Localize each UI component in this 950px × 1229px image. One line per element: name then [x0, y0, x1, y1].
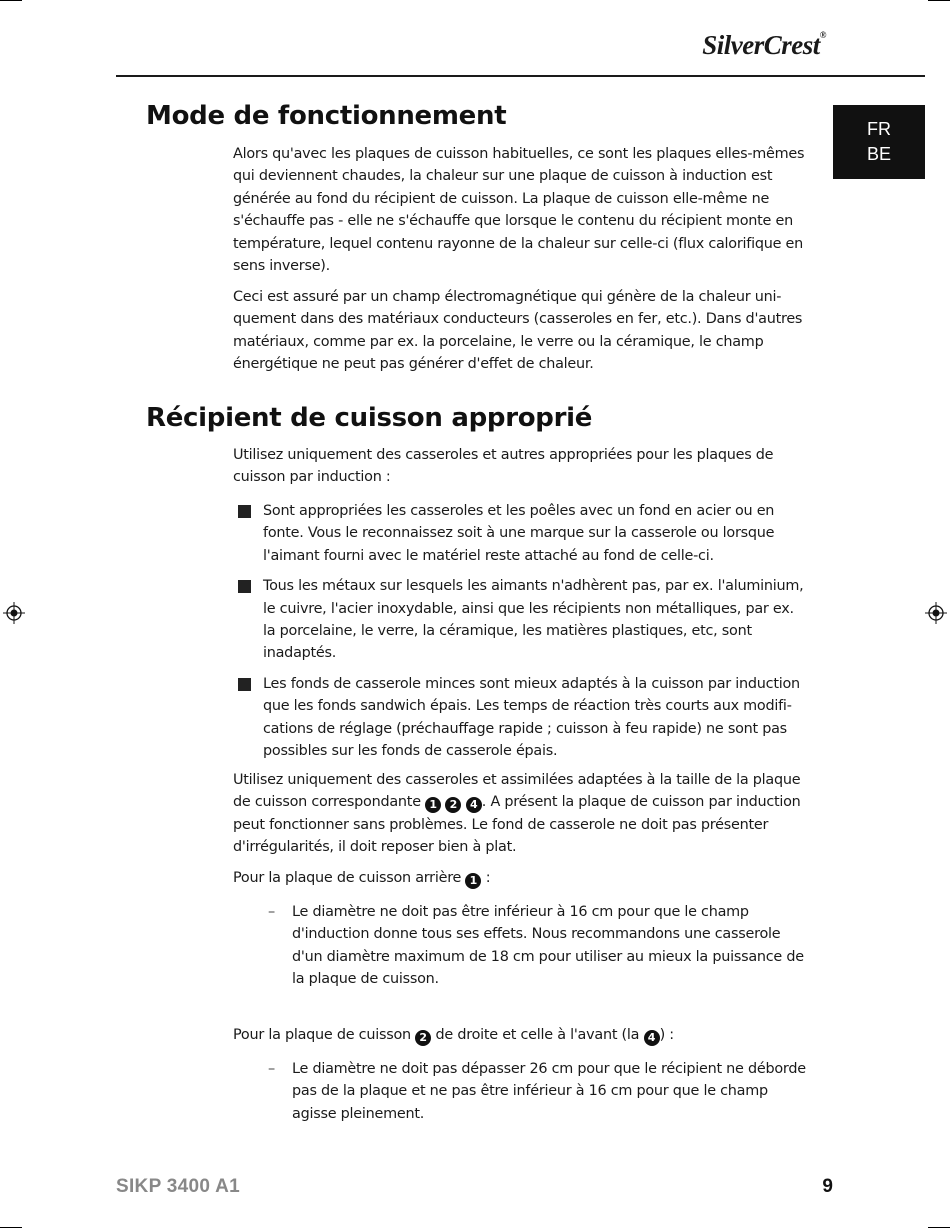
footer-model-number: SIKP 3400 A1 [116, 1176, 241, 1197]
cookware-intro: Utilisez uniquement des casseroles et autres appropriées pour les plaques de cuisson par induction : [233, 447, 774, 486]
rear-plate-item [268, 901, 808, 991]
size-paragraph: Utilisez uniquement des casseroles et assimilées adaptées à la taille de la plaque de cuisson correspondante 1 2 4 . A présent la plaque de cuisson par induction peut fonctionner sans problèmes. Le fond de casserole ne doit pas présenter d'irrégularités, il doit reposer bien à plat. [233, 772, 801, 856]
bullet-item: Sont appropriées les casseroles et les poêles avec un fond en acier ou en fonte. Vous le reconnaissez soit à une marque sur la casserole ou lorsque l'aimant fourni avec le matériel reste attaché au fond de celle-ci. [238, 500, 808, 567]
number-marker-4: 4 [644, 1030, 660, 1046]
crop-mark [0, 1227, 22, 1228]
number-marker-2: 2 [415, 1030, 431, 1046]
rear-plate-label: Pour la plaque de cuisson arrière 1 : [233, 870, 491, 887]
bullet-item: Les fonds de casserole minces sont mieux adaptés à la cuisson par induction que les fonds sandwich épais. Les temps de réaction très courts aux modifications de réglage (préchauffage rapide ; cuisson à feu rapide) ne sont pas possibles sur les fonds de casserole épais. [238, 673, 808, 763]
crop-mark [928, 0, 950, 1]
right-front-plate-label: Pour la plaque de cuisson 2 de droite et celle à l'avant (la 4 ) : [233, 1027, 674, 1044]
dash-bullet: – [268, 904, 276, 920]
number-marker-4: 4 [466, 797, 482, 813]
crop-mark [0, 0, 22, 1]
registration-mark-icon [3, 602, 25, 624]
number-marker-2: 2 [445, 797, 461, 813]
header-rule [116, 75, 925, 77]
number-marker-1: 1 [425, 797, 441, 813]
page-number: 9 [822, 1176, 833, 1197]
country-code: BE [866, 144, 891, 164]
crop-mark [928, 1227, 950, 1228]
operation-paragraph: Ceci est assuré par un champ électromagnétique qui génère de la chaleur uniquement dans des matériaux conducteurs (casseroles en fer, etc.). Dans d'autres matériaux, comme par ex. la porcelaine, le verre ou la céramique, le champ énergétique ne peut pas générer d'effet de chaleur. [233, 289, 803, 373]
bullet-item: Tous les métaux sur lesquels les aimants n'adhèrent pas, par ex. l'aluminium, le cuivre, l'acier inoxydable, ainsi que les récipients non métalliques, par ex. la porcelaine, le verre, la céramique, les matières plastiques, etc, sont inadaptés. [238, 575, 808, 665]
language-tab [833, 105, 925, 179]
right-front-plate-text: Le diamètre ne doit pas dépasser 26 cm pour que le récipient ne déborde pas de la plaque et ne pas être inférieur à 16 cm pour que le champ agisse pleinement. [292, 1061, 806, 1122]
right-front-plate-item [268, 1058, 808, 1125]
cookware-bullet-list [238, 500, 808, 762]
square-bullet-icon [238, 678, 251, 691]
section-title-cookware: Récipient de cuisson approprié [146, 403, 593, 433]
section-title-operation: Mode de fonctionnement [146, 101, 507, 131]
language-code: FR [867, 119, 891, 139]
brand-logo: SilverCrest® [702, 30, 826, 60]
operation-paragraph: Alors qu'avec les plaques de cuisson habituelles, ce sont les plaques elles-mêmes qui deviennent chaudes, la chaleur sur une plaque de cuisson à induction est générée au fond du récipient de cuisson. La plaque de cuisson elle-même ne s'échauffe pas - elle ne s'échauffe que lorsque le contenu du récipient monte en température, lequel contenu rayonne de la chaleur sur celle-ci (flux calorifique en sens inverse). [233, 146, 805, 275]
registration-mark-icon [925, 602, 947, 624]
rear-plate-text: Le diamètre ne doit pas être inférieur à 16 cm pour que le champ d'induction donne tous ses effets. Nous recommandons une casserole d'un diamètre maximum de 18 cm pour utiliser au mieux la puissance de la plaque de cuisson. [292, 904, 804, 988]
dash-bullet: – [268, 1061, 276, 1077]
square-bullet-icon [238, 505, 251, 518]
square-bullet-icon [238, 580, 251, 593]
number-marker-1: 1 [465, 873, 481, 889]
